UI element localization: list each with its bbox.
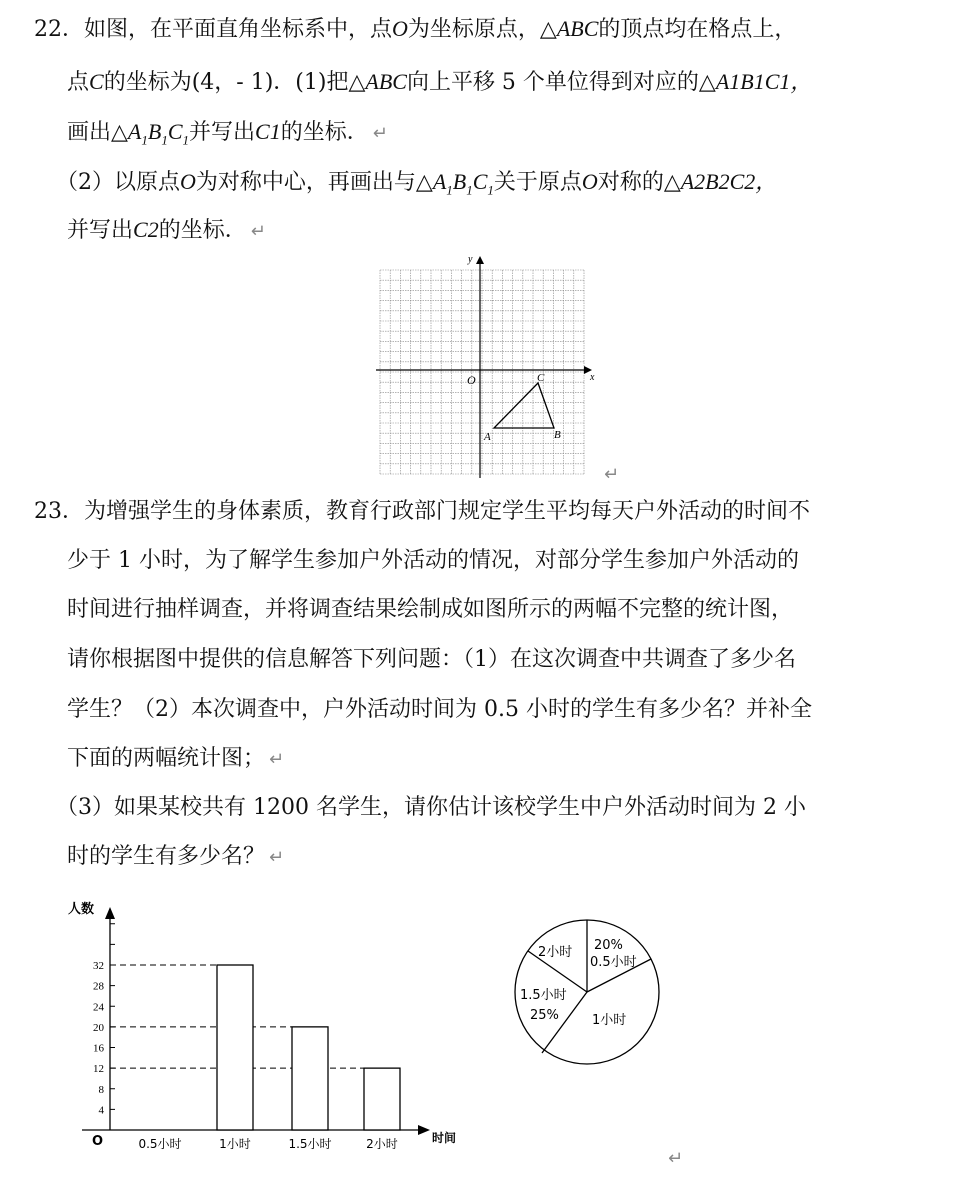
- bar: [364, 1068, 400, 1130]
- y-axis-label: y: [468, 254, 473, 265]
- q22-text: 22．如图，在平面直角坐标系中，点: [34, 17, 392, 42]
- y-axis: [467, 254, 484, 478]
- x-category-label: 0.5小时: [138, 1137, 182, 1151]
- q22-text: 的坐标为(4，- 1)．(1)把△: [103, 70, 366, 95]
- bar-chart-ylabel: 人数: [68, 902, 95, 917]
- q22-text: 画出△: [67, 120, 128, 145]
- q23-line-2: 少于 1 小时，为了解学生参加户外活动的情况，对部分学生参加户外活动的: [67, 548, 799, 573]
- q23-line-7: （3）如果某校共有 1200 名学生，请你估计该校学生中户外活动时间为 2 小: [56, 795, 806, 820]
- bar-chart: [60, 895, 480, 1175]
- triangle-abc-shape: [494, 383, 554, 428]
- triangle-a1b1c1-ref: $A_1B_1C_1$: [127, 119, 190, 148]
- q22-line-3: [67, 117, 388, 155]
- q23-line-3: 时间进行抽样调查，并将调查结果绘制成如图所示的两幅不完整的统计图，: [67, 597, 794, 622]
- x-axis: [376, 366, 595, 383]
- vertex-a-label: A: [484, 431, 491, 443]
- pie-label-1h: 1小时: [592, 1013, 627, 1028]
- pie-label-05h: 0.5小时: [590, 955, 637, 970]
- bar-chart-y-ticks: [93, 924, 115, 1117]
- pie-pct-05h: 20%: [594, 938, 623, 953]
- q22-text: 的坐标．: [158, 218, 247, 243]
- pie-label-2h: 2小时: [538, 945, 573, 960]
- q22-text: 并写出: [67, 218, 134, 243]
- return-mark-icon: ↵: [269, 749, 285, 770]
- q22-text: 点: [67, 70, 90, 95]
- point-o: O: [581, 169, 598, 194]
- y-tick-label: 16: [93, 1042, 104, 1055]
- vertex-c-label: C: [537, 372, 545, 384]
- x-category-label: 2小时: [366, 1137, 398, 1151]
- origin-label: O: [467, 373, 476, 387]
- bar-chart-xlabel: 时间: [432, 1131, 457, 1145]
- q23-line-8: [67, 842, 284, 873]
- triangle-a2b2c2: A2B2C2，: [680, 169, 778, 194]
- x-axis-label: x: [590, 372, 595, 383]
- q22-text: 对称的△: [597, 170, 681, 195]
- bar-y-arrow-icon: [105, 907, 115, 919]
- pie-chart: [508, 913, 668, 1073]
- return-mark-icon: ↵: [372, 123, 388, 144]
- q23-text: 下面的两幅统计图；: [67, 746, 266, 771]
- y-tick-label: 12: [93, 1063, 104, 1076]
- bar-chart-bars: [217, 965, 400, 1130]
- return-mark-icon: ↵: [269, 847, 285, 868]
- return-mark-icon: ↵: [668, 1148, 684, 1169]
- return-mark-icon: ↵: [604, 464, 620, 485]
- return-mark-icon: ↵: [250, 221, 266, 242]
- q22-text: 并写出: [189, 120, 256, 145]
- q23-line-5: 学生？（2）本次调查中，户外活动时间为 0.5 小时的学生有多少名？并补全: [67, 697, 812, 722]
- y-tick-label: 8: [98, 1083, 104, 1096]
- y-tick-label: 24: [93, 1001, 104, 1014]
- x-category-label: 1.5小时: [288, 1137, 332, 1151]
- q22-line-5: [67, 215, 266, 247]
- bar-x-arrow-icon: [418, 1125, 430, 1135]
- triangle-a1b1c1-ref: $A_1B_1C_1$: [432, 169, 494, 198]
- y-tick-label: 20: [93, 1021, 104, 1034]
- point-o: O: [180, 169, 196, 194]
- y-tick-label: 32: [93, 960, 104, 972]
- point-c1: C1: [255, 119, 281, 144]
- bar-chart-origin: O: [92, 1134, 104, 1149]
- q23-text: 时的学生有多少名？: [67, 844, 266, 869]
- bar: [292, 1027, 328, 1130]
- q22-text: 的坐标．: [280, 120, 369, 145]
- q22-text: （2）以原点: [56, 170, 180, 195]
- q23-line-1: 23．为增强学生的身体素质，教育行政部门规定学生平均每天户外活动的时间不: [34, 499, 810, 524]
- triangle-abc: ABC: [365, 69, 407, 94]
- y-tick-label: 4: [98, 1104, 104, 1117]
- x-category-label: 1小时: [219, 1137, 251, 1151]
- grid-lines: [380, 270, 584, 474]
- q22-line-2: [67, 67, 812, 98]
- vertex-b-label: B: [554, 429, 561, 441]
- q22-line-4: [56, 167, 777, 205]
- pie-label-15h: 1.5小时: [520, 988, 567, 1003]
- q22-line-1: [34, 14, 796, 45]
- q22-text: 为坐标原点，△: [407, 17, 557, 42]
- q22-text: 为对称中心，再画出与△: [195, 170, 433, 195]
- y-tick-label: 28: [93, 980, 104, 993]
- triangle-a1b1c1: A1B1C1，: [715, 69, 813, 94]
- pie-pct-15h: 25%: [530, 1008, 559, 1023]
- point-c: C: [89, 69, 104, 94]
- coordinate-grid-figure: [370, 252, 630, 482]
- point-c2: C2: [133, 217, 159, 242]
- bar-chart-categories: [138, 1136, 397, 1151]
- q22-text: 的顶点均在格点上，: [598, 17, 797, 42]
- q23-line-4: 请你根据图中提供的信息解答下列问题：（1）在这次调查中共调查了多少名: [67, 647, 796, 672]
- triangle-abc: ABC: [556, 16, 599, 41]
- bar: [217, 965, 253, 1130]
- point-o: O: [392, 16, 408, 41]
- q23-line-6: [67, 744, 284, 775]
- q22-text: 向上平移 5 个单位得到对应的△: [406, 70, 716, 95]
- q22-text: 关于原点: [493, 170, 582, 195]
